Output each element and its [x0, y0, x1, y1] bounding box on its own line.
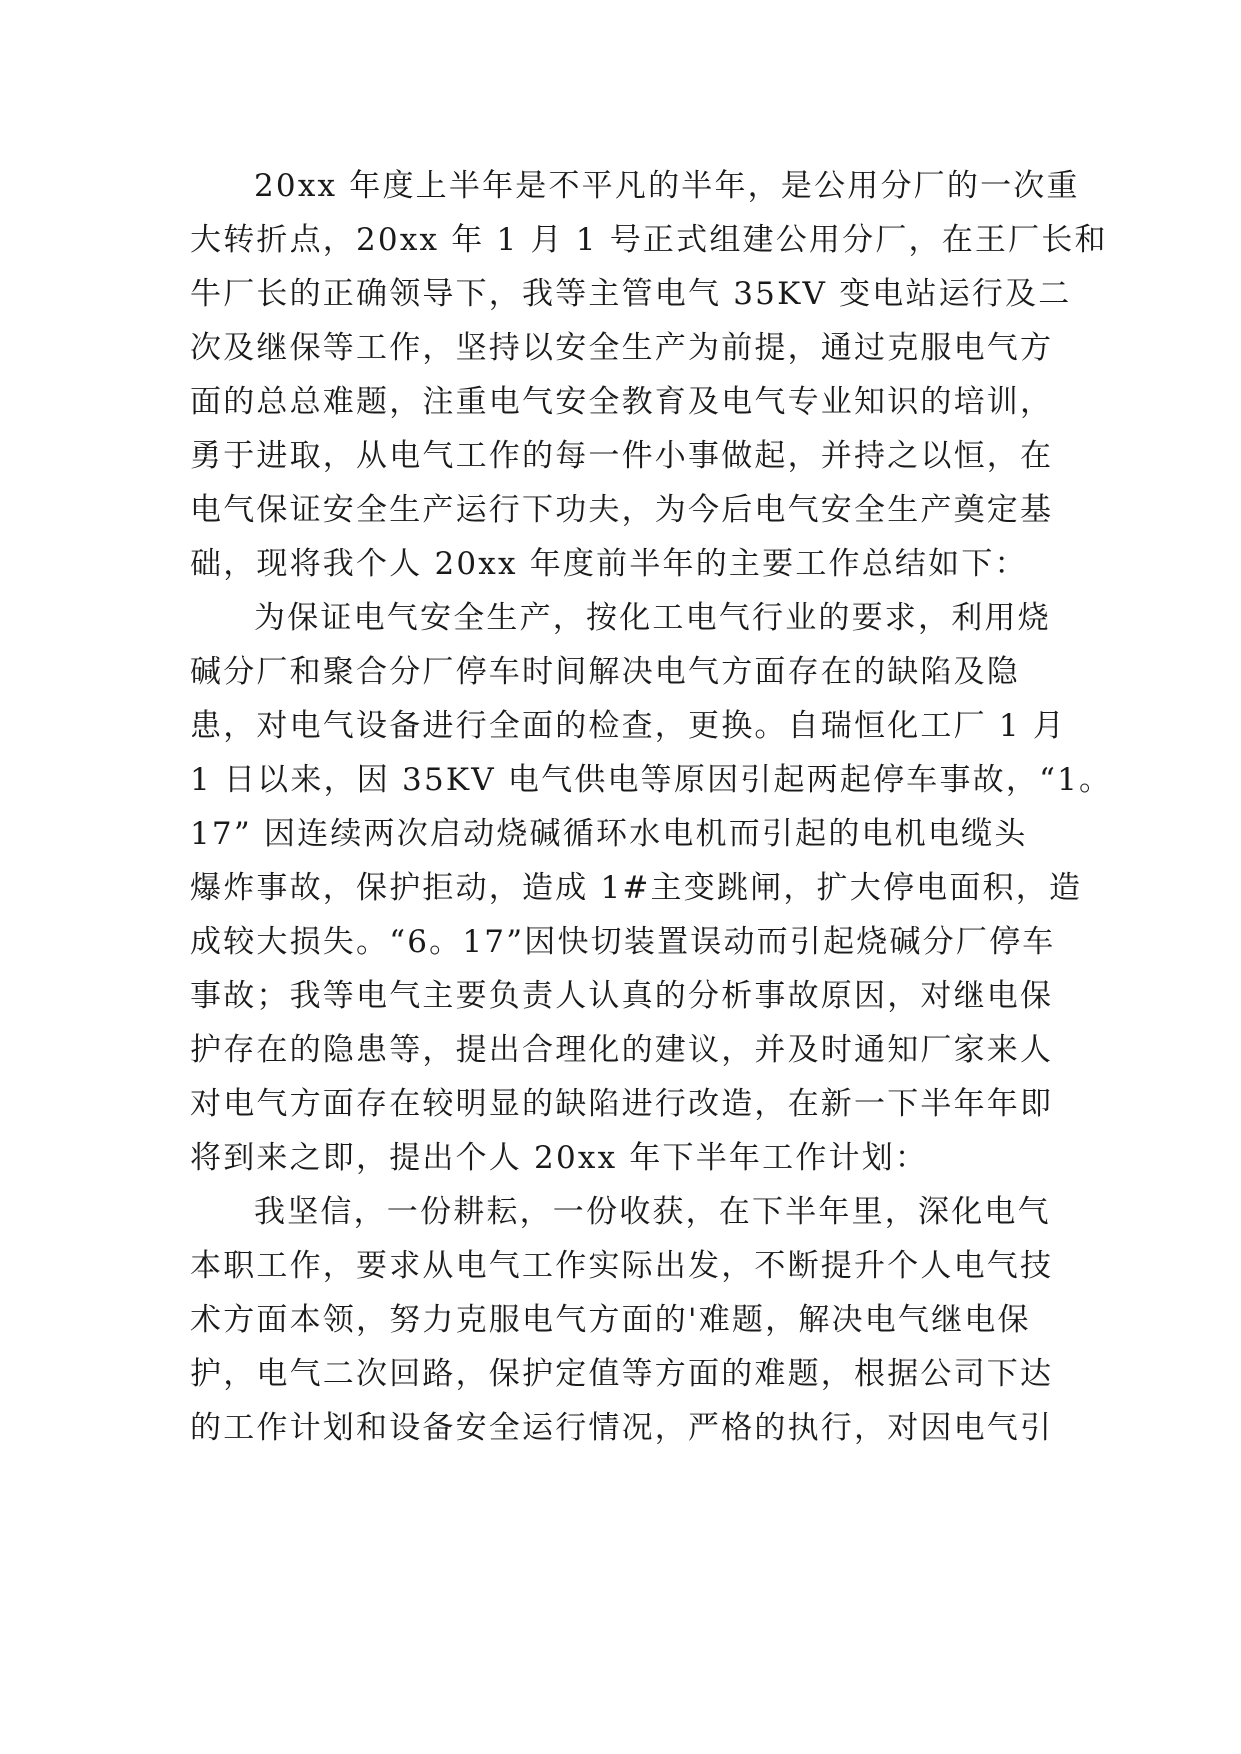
text-line: 将到来之即，提出个人 20xx 年下半年工作计划：: [190, 1140, 929, 1176]
text-line: 的工作计划和设备安全运行情况，严格的执行，对因电气引: [190, 1410, 1054, 1446]
text-line: 1 日以来，因 35KV 电气供电等原因引起两起停车事故，“1。: [190, 762, 1113, 798]
text-line: 次及继保等工作，坚持以安全生产为前提，通过克服电气方: [190, 330, 1054, 366]
text-line: 我坚信，一份耕耘，一份收获，在下半年里，深化电气: [254, 1194, 1051, 1230]
text-line: 事故；我等电气主要负责人认真的分析事故原因，对继电保: [190, 978, 1054, 1014]
text-line: 成较大损失。“6。17”因快切装置误动而引起烧碱分厂停车: [190, 924, 1056, 960]
text-line: 电气保证安全生产运行下功夫，为今后电气安全生产奠定基: [190, 492, 1054, 528]
text-line: 对电气方面存在较明显的缺陷进行改造，在新一下半年年即: [190, 1086, 1054, 1122]
text-line: 为保证电气安全生产，按化工电气行业的要求，利用烧: [254, 600, 1051, 636]
text-line: 本职工作，要求从电气工作实际出发，不断提升个人电气技: [190, 1248, 1054, 1284]
text-line: 础，现将我个人 20xx 年度前半年的主要工作总结如下：: [190, 546, 1028, 582]
text-line: 术方面本领，努力克服电气方面的'难题，解决电气继电保: [190, 1302, 1031, 1338]
text-line: 牛厂长的正确领导下，我等主管电气 35KV 变电站运行及二: [190, 276, 1072, 312]
text-line: 勇于进取，从电气工作的每一件小事做起，并持之以恒，在: [190, 438, 1054, 474]
text-line: 20xx 年度上半年是不平凡的半年，是公用分厂的一次重: [254, 168, 1080, 204]
text-line: 大转折点，20xx 年 1 月 1 号正式组建公用分厂，在王厂长和: [190, 222, 1108, 258]
text-line: 护存在的隐患等，提出合理化的建议，并及时通知厂家来人: [190, 1032, 1054, 1068]
text-line: 面的总总难题，注重电气安全教育及电气专业知识的培训，: [190, 384, 1054, 420]
text-line: 爆炸事故，保护拒动，造成 1#主变跳闸，扩大停电面积，造: [190, 870, 1083, 906]
text-line: 碱分厂和聚合分厂停车时间解决电气方面存在的缺陷及隐: [190, 654, 1020, 690]
text-line: 17” 因连续两次启动烧碱循环水电机而引起的电机电缆头: [190, 816, 1028, 852]
text-line: 护，电气二次回路，保护定值等方面的难题，根据公司下达: [190, 1356, 1054, 1392]
text-line: 患，对电气设备进行全面的检查，更换。自瑞恒化工厂 1 月: [190, 708, 1067, 744]
